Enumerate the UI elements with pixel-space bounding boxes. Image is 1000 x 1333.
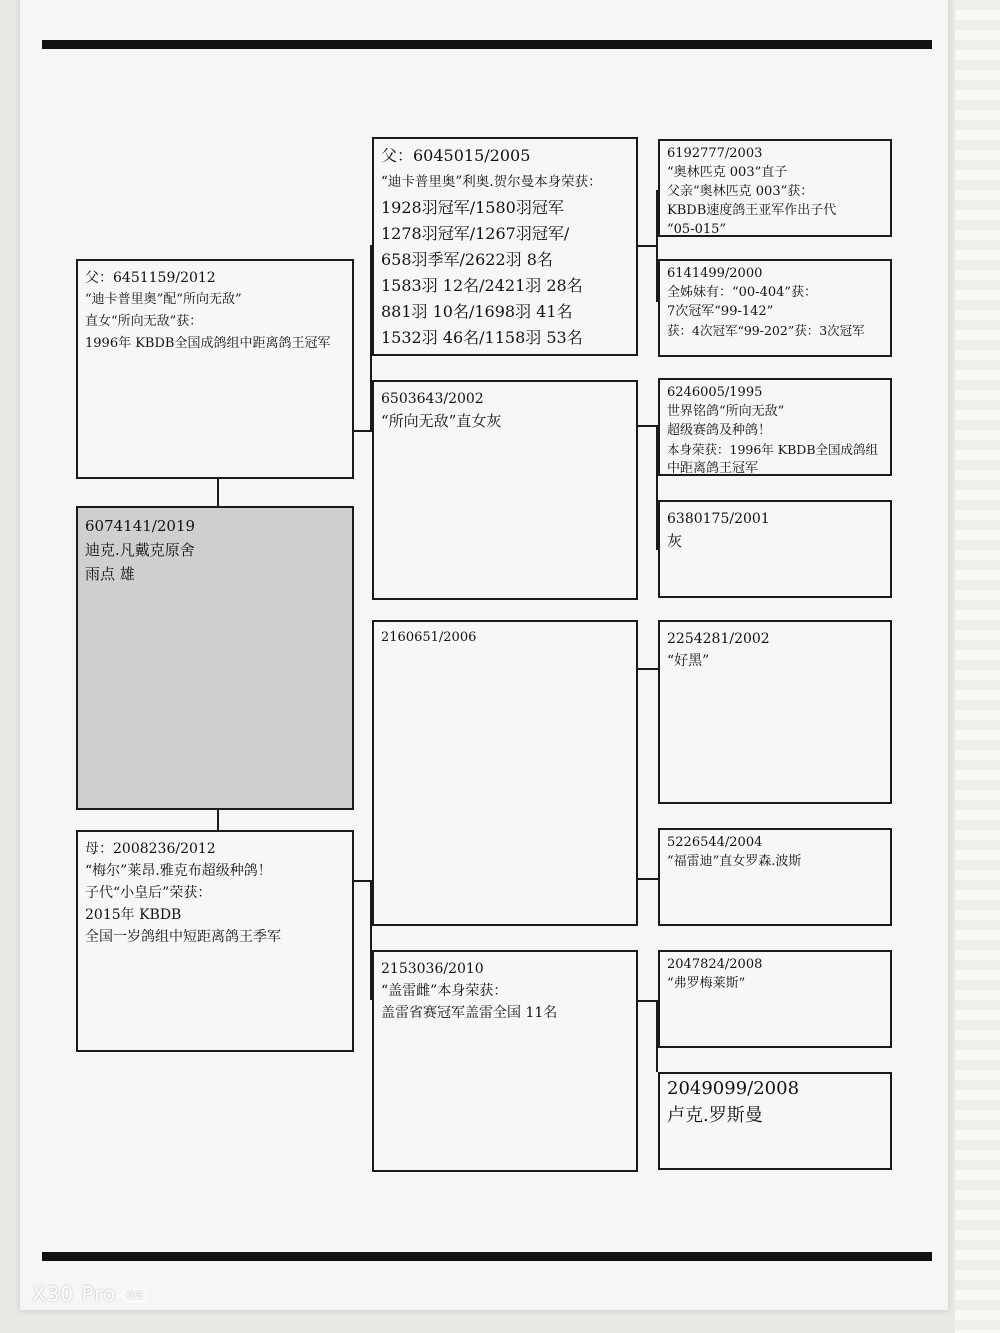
dam-line-3: 子代“小皇后”荣获： <box>85 885 212 901</box>
sds-line-3: 超级赛鸽及种鸽！ <box>667 423 772 438</box>
dam-line-5: 全国一岁鸽组中短距离鸽王季军 <box>85 929 281 945</box>
dam-dam-box <box>372 950 638 1172</box>
ddd-line-1: 2049099/2008 <box>667 1078 800 1099</box>
ss-line-1: 父：6045015/2005 <box>381 146 531 165</box>
sire-line-2: “迪卡普里奥”配“所向无敌” <box>85 292 242 307</box>
dam-line-2: “梅尔”莱昂.雅克布超级种鸽！ <box>85 863 272 879</box>
connector-sire-subject <box>217 477 219 507</box>
dam-line-1: 母：2008236/2012 <box>85 841 216 857</box>
sss-line-2: “奥林匹克 003”直子 <box>667 165 788 180</box>
dd-line-3: 盖雷省赛冠军盖雷全国 11名 <box>381 1005 558 1021</box>
sdd-line-1: 6380175/2001 <box>667 511 770 527</box>
ds-sire-box <box>658 620 892 804</box>
sdd-line-2: 灰 <box>667 532 683 550</box>
sire-line-1: 父：6451159/2012 <box>85 270 216 286</box>
sds-line-2: 世界铭鸽“所向无敌” <box>667 404 785 419</box>
subject-box <box>76 506 354 810</box>
sd-dam-box <box>658 500 892 598</box>
connector-ds-h2 <box>636 878 658 880</box>
sss-line-3: 父亲“奥林匹克 003”获： <box>667 184 814 199</box>
ss-dam-box <box>658 259 892 357</box>
ss-line-5: 658羽季军/2622羽 8名 <box>381 250 553 269</box>
sire-dam-box <box>372 380 638 600</box>
ssd-line-3: 7次冠军“99-142” <box>667 304 774 319</box>
ss-line-2: “迪卡普里奥”利奥.贺尔曼本身荣获： <box>381 174 602 190</box>
sire-box <box>76 259 354 479</box>
plastic-sleeve-edge <box>955 0 1000 1333</box>
dsd-line-2: “福雷迪”直女罗森.波斯 <box>667 854 802 869</box>
dss-line-1: 2254281/2002 <box>667 631 770 647</box>
dd-dam-box <box>658 1072 892 1170</box>
dds-line-2: “弗罗梅莱斯” <box>667 976 746 991</box>
ss-line-4: 1278羽冠军/1267羽冠军/ <box>381 224 570 243</box>
sss-line-5: “05-015” <box>667 222 727 237</box>
connector-dam-h <box>352 880 372 882</box>
connector-ss-h <box>636 245 658 247</box>
dsd-line-1: 5226544/2004 <box>667 835 763 850</box>
bottom-bar <box>42 1252 932 1261</box>
dam-line-4: 2015年 KBDB <box>85 907 182 923</box>
dam-box <box>76 830 354 1052</box>
subject-color-sex: 雨点 雄 <box>85 565 135 583</box>
subject-breeder: 迪克.凡戴克原舍 <box>85 541 195 559</box>
ss-line-8: 1532羽 46名/1158羽 53名 <box>381 328 583 347</box>
connector-ds-h <box>636 668 658 670</box>
camera-brand: X30 Pro <box>32 1282 117 1306</box>
subject-ring-number: 6074141/2019 <box>85 517 196 535</box>
sss-line-4: KBDB速度鸽王亚军作出子代 <box>667 203 837 218</box>
dss-line-2: “好黑” <box>667 653 710 669</box>
camera-watermark <box>32 1282 148 1306</box>
dds-line-1: 2047824/2008 <box>667 957 763 972</box>
ss-sire-box <box>658 139 892 237</box>
network-badge: 5G <box>122 1289 148 1302</box>
connector-dd-h <box>636 1000 658 1002</box>
sire-sire-box <box>372 137 638 356</box>
sds-line-5: 中距离鸽王冠军 <box>667 461 759 476</box>
top-bar <box>42 40 932 49</box>
ss-line-6: 1583羽 12名/2421羽 28名 <box>381 276 583 295</box>
connector-subject-dam <box>217 808 219 832</box>
sd-line-2: “所向无敌”直女灰 <box>381 412 502 430</box>
sss-line-1: 6192777/2003 <box>667 146 763 161</box>
sds-line-4: 本身荣获：1996年 KBDB全国成鸽组 <box>667 442 879 457</box>
dd-sire-box <box>658 950 892 1048</box>
ssd-line-2: 全姊妹有：“00-404”获： <box>667 285 818 300</box>
ssd-line-1: 6141499/2000 <box>667 266 763 281</box>
dam-sire-box <box>372 620 638 926</box>
ds-line-1: 2160651/2006 <box>381 630 477 645</box>
connector-sire-h <box>352 430 372 432</box>
dd-line-2: “盖雷雌”本身荣获： <box>381 983 508 999</box>
dd-line-1: 2153036/2010 <box>381 961 484 977</box>
sd-line-1: 6503643/2002 <box>381 391 484 407</box>
ss-line-3: 1928羽冠军/1580羽冠军 <box>381 198 564 217</box>
sd-sire-box <box>658 378 892 476</box>
ssd-line-4: 获：4次冠军“99-202”获：3次冠军 <box>667 323 865 338</box>
sire-line-3: 直女“所向无敌”获： <box>85 314 203 329</box>
ds-dam-box <box>658 828 892 926</box>
connector-sd-h <box>636 425 658 427</box>
ddd-line-2: 卢克.罗斯曼 <box>667 1105 763 1126</box>
sire-line-4: 1996年 KBDB全国成鸽组中距离鸽王冠军 <box>85 336 331 351</box>
sds-line-1: 6246005/1995 <box>667 385 763 400</box>
ss-line-7: 881羽 10名/1698羽 41名 <box>381 302 573 321</box>
